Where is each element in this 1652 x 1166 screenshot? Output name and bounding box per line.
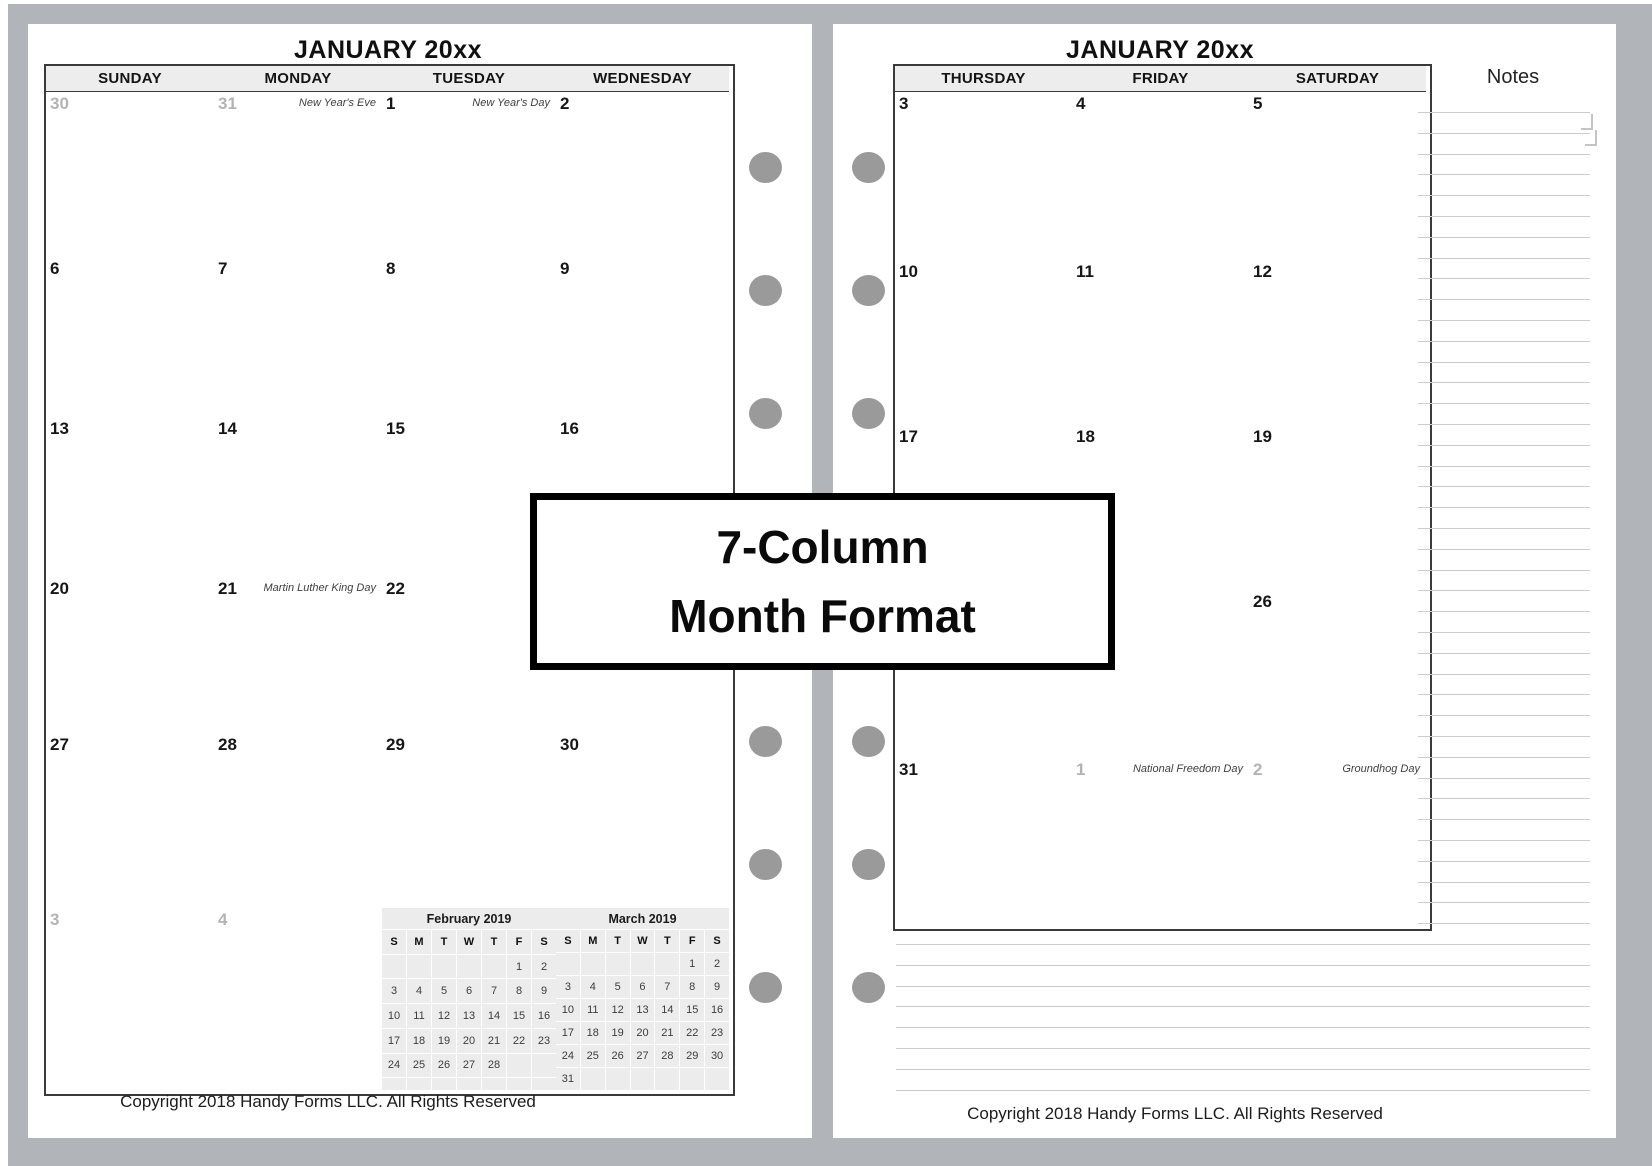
mini-day-cell [482, 955, 506, 979]
notes-ruled-line [1418, 445, 1590, 446]
mini-day-cell: 18 [407, 1029, 431, 1053]
notes-ruled-line [1418, 590, 1590, 591]
day-number: 11 [1076, 262, 1094, 281]
notes-ruled-line [896, 1006, 1590, 1007]
mini-day-cell: 25 [407, 1054, 431, 1078]
mini-day-header: T [432, 930, 456, 954]
mini-day-cell: 6 [457, 979, 481, 1003]
mini-day-cell: 13 [457, 1004, 481, 1028]
day-cell [214, 92, 383, 258]
day-number: 14 [218, 419, 237, 438]
notes-ruled-line [1418, 299, 1590, 300]
mini-day-cell [532, 1054, 556, 1078]
mini-day-header: S [556, 930, 580, 952]
notes-label: Notes [1486, 66, 1540, 88]
mini-day-header: T [482, 930, 506, 954]
mini-day-cell: 29 [680, 1045, 704, 1067]
mini-day-cell [432, 1078, 456, 1090]
notes-ruled-line [1418, 549, 1590, 550]
day-header-cell: THURSDAY [895, 66, 1073, 93]
right-page-hole [852, 849, 885, 880]
day-cell [382, 733, 557, 909]
mini-day-header: S [532, 930, 556, 954]
mini-day-cell: 19 [432, 1029, 456, 1053]
mini-day-cell: 4 [407, 979, 431, 1003]
notes-ruled-line [896, 1090, 1590, 1091]
mini-calendar-title: March 2019 [556, 908, 729, 929]
mini-calendar-grid [556, 930, 729, 1090]
mini-day-cell: 23 [532, 1029, 556, 1053]
mini-day-cell [407, 955, 431, 979]
right-page-hole [852, 398, 885, 429]
mini-day-header: F [507, 930, 531, 954]
notes-ruled-line [1418, 154, 1590, 155]
mini-day-cell: 1 [507, 955, 531, 979]
notes-ruled-line [896, 1048, 1590, 1049]
mini-day-cell: 2 [705, 953, 729, 975]
day-number: 31 [899, 760, 918, 779]
day-cell [895, 92, 1073, 261]
mini-day-header: M [581, 930, 605, 952]
notes-ruled-line [896, 1069, 1590, 1070]
notes-ruled-line [896, 986, 1590, 987]
notes-ruled-line [1418, 694, 1590, 695]
mini-day-cell [581, 1068, 605, 1090]
left-page-title: JANUARY 20xx [293, 36, 483, 64]
mini-day-cell: 26 [606, 1045, 630, 1067]
day-number: 3 [899, 94, 909, 113]
day-cell [1249, 92, 1426, 261]
notes-ruled-line [1418, 611, 1590, 612]
notes-ruled-line [1418, 320, 1590, 321]
mini-day-cell: 6 [631, 976, 655, 998]
notes-ruled-line [1418, 528, 1590, 529]
notes-ruled-line [1418, 112, 1590, 113]
notes-ruled-line [1418, 715, 1590, 716]
right-page-hole [852, 275, 885, 306]
mini-day-cell: 17 [382, 1029, 406, 1053]
mini-day-cell [631, 1068, 655, 1090]
mini-day-cell: 2 [532, 955, 556, 979]
day-number: 26 [1253, 592, 1272, 611]
mini-day-cell [382, 955, 406, 979]
mini-day-cell: 22 [680, 1022, 704, 1044]
notes-ruled-line [1418, 486, 1590, 487]
holiday-label: New Year's Day [472, 97, 550, 109]
notes-ruled-line [1418, 174, 1590, 175]
day-header-cell: SUNDAY [46, 66, 215, 93]
day-cell [46, 417, 215, 578]
day-number: 17 [899, 427, 918, 446]
day-cell [382, 908, 557, 1090]
day-cell [46, 577, 215, 734]
day-header-cell: WEDNESDAY [556, 66, 729, 93]
day-number: 2 [560, 94, 570, 113]
mini-day-header: F [680, 930, 704, 952]
mini-calendar [556, 908, 729, 1090]
left-page-hole [749, 152, 782, 183]
mini-day-cell: 7 [655, 976, 679, 998]
day-cell [556, 257, 729, 418]
notes-ruled-line [1418, 674, 1590, 675]
mini-day-cell: 27 [631, 1045, 655, 1067]
day-number: 18 [1076, 427, 1095, 446]
notes-ruled-line [1418, 653, 1590, 654]
mini-day-cell: 15 [507, 1004, 531, 1028]
mini-day-cell [606, 953, 630, 975]
day-number: 28 [218, 735, 237, 754]
notes-ruled-line [1418, 258, 1590, 259]
mini-day-cell [631, 953, 655, 975]
day-cell [556, 908, 729, 1090]
mini-day-cell: 14 [482, 1004, 506, 1028]
day-number: 5 [1253, 94, 1263, 113]
holiday-label: National Freedom Day [1132, 763, 1243, 775]
mini-day-cell [507, 1054, 531, 1078]
overlay-line-1: 7-Column [716, 520, 929, 573]
mini-day-cell [507, 1078, 531, 1090]
day-header-cell: MONDAY [214, 66, 383, 93]
notes-ruled-line [1418, 923, 1590, 924]
notes-ruled-line [1418, 195, 1590, 196]
mini-day-cell [432, 955, 456, 979]
day-number: 30 [50, 94, 69, 113]
mini-day-cell: 17 [556, 1022, 580, 1044]
notes-ruled-line [1418, 902, 1590, 903]
mini-day-cell: 9 [532, 979, 556, 1003]
day-cell [895, 260, 1073, 426]
day-number: 22 [386, 579, 405, 598]
mini-day-cell: 8 [507, 979, 531, 1003]
day-cell [46, 908, 215, 1090]
day-number: 10 [899, 262, 918, 281]
left-page-hole [749, 275, 782, 306]
day-number: 27 [50, 735, 69, 754]
mini-day-cell: 18 [581, 1022, 605, 1044]
left-page-hole [749, 849, 782, 880]
right-page-hole [852, 726, 885, 757]
notes-ruled-line [1418, 507, 1590, 508]
day-header-cell: TUESDAY [382, 66, 557, 93]
mini-day-cell: 7 [482, 979, 506, 1003]
day-cell [214, 733, 383, 909]
mini-day-cell [407, 1078, 431, 1090]
notes-ruled-line [1418, 403, 1590, 404]
mini-day-cell [532, 1078, 556, 1090]
day-cell [46, 257, 215, 418]
mini-day-cell: 8 [680, 976, 704, 998]
mini-day-cell: 10 [556, 999, 580, 1021]
right-page-hole [852, 972, 885, 1003]
mini-calendar-title: February 2019 [382, 908, 556, 929]
mini-day-header: W [631, 930, 655, 952]
mini-day-cell: 28 [655, 1045, 679, 1067]
mini-day-cell [655, 953, 679, 975]
day-cell [1249, 425, 1426, 591]
mini-day-cell [382, 1078, 406, 1090]
notes-ruled-line [896, 965, 1590, 966]
mini-day-cell: 22 [507, 1029, 531, 1053]
day-number: 7 [218, 259, 228, 278]
mini-day-cell [457, 1078, 481, 1090]
mini-day-cell [457, 955, 481, 979]
mini-day-cell: 30 [705, 1045, 729, 1067]
overlay-line-2: Month Format [669, 589, 976, 642]
mini-day-cell [655, 1068, 679, 1090]
day-cell [556, 92, 729, 258]
day-number: 15 [386, 419, 405, 438]
mini-day-header: S [382, 930, 406, 954]
notes-ruled-line [1418, 466, 1590, 467]
mini-day-cell: 23 [705, 1022, 729, 1044]
mini-day-cell: 19 [606, 1022, 630, 1044]
left-page-hole [749, 972, 782, 1003]
mini-day-cell: 12 [432, 1004, 456, 1028]
day-number: 21 [218, 579, 237, 598]
mini-calendar [382, 908, 556, 1090]
day-number: 31 [218, 94, 237, 113]
holiday-label: Martin Luther King Day [263, 582, 376, 594]
notes-ruled-line [896, 944, 1590, 945]
mini-day-cell: 9 [705, 976, 729, 998]
day-cell [1072, 260, 1250, 426]
day-number: 16 [560, 419, 579, 438]
notes-ruled-line [896, 1027, 1590, 1028]
day-number: 8 [386, 259, 396, 278]
right-page-title: JANUARY 20xx [1065, 36, 1255, 64]
holiday-label: New Year's Eve [298, 97, 376, 109]
notes-ruled-line [1418, 882, 1590, 883]
mini-day-cell: 10 [382, 1004, 406, 1028]
mini-day-header: S [705, 930, 729, 952]
notes-ruled-line [1418, 632, 1590, 633]
mini-day-header: M [407, 930, 431, 954]
mini-day-cell: 1 [680, 953, 704, 975]
mini-day-cell: 11 [581, 999, 605, 1021]
mini-day-header: T [606, 930, 630, 952]
mini-calendar-grid [382, 930, 556, 1090]
mini-day-cell: 4 [581, 976, 605, 998]
mini-day-cell: 11 [407, 1004, 431, 1028]
day-cell [214, 577, 383, 734]
right-copyright: Copyright 2018 Handy Forms LLC. All Rights Reserved [967, 1104, 1383, 1123]
day-number: 19 [1253, 427, 1272, 446]
day-cell [382, 92, 557, 258]
notes-ruled-line [1418, 840, 1590, 841]
notes-ruled-line [1418, 133, 1590, 134]
notes-ruled-line [1418, 778, 1590, 779]
day-cell [1072, 758, 1250, 925]
day-cell [1072, 92, 1250, 261]
day-header-cell: SATURDAY [1249, 66, 1426, 93]
notes-ruled-line [1418, 819, 1590, 820]
notes-ruled-line [1418, 382, 1590, 383]
mini-day-cell [581, 953, 605, 975]
notes-ruled-line [1418, 757, 1590, 758]
right-page-hole [852, 152, 885, 183]
day-number: 3 [50, 910, 60, 929]
mini-day-cell: 25 [581, 1045, 605, 1067]
day-cell [214, 257, 383, 418]
mini-day-cell: 5 [606, 976, 630, 998]
day-cell [382, 257, 557, 418]
notes-ruled-line [1418, 424, 1590, 425]
day-cell [214, 908, 383, 1090]
mini-day-cell: 15 [680, 999, 704, 1021]
mini-day-cell: 24 [556, 1045, 580, 1067]
mini-day-cell: 16 [705, 999, 729, 1021]
left-page-hole [749, 726, 782, 757]
mini-day-cell: 24 [382, 1054, 406, 1078]
mini-day-cell [482, 1078, 506, 1090]
left-copyright: Copyright 2018 Handy Forms LLC. All Rights Reserved [120, 1092, 536, 1111]
day-cell [46, 92, 215, 258]
mini-day-cell [680, 1068, 704, 1090]
day-number: 13 [50, 419, 69, 438]
day-cell [895, 758, 1073, 925]
holiday-label: Groundhog Day [1342, 763, 1420, 775]
mini-day-cell [606, 1068, 630, 1090]
mini-day-cell: 13 [631, 999, 655, 1021]
overlay-box [530, 493, 1115, 670]
day-number: 6 [50, 259, 60, 278]
mini-day-cell: 27 [457, 1054, 481, 1078]
day-number: 4 [1076, 94, 1086, 113]
notes-ruled-line [1418, 736, 1590, 737]
mini-day-cell: 28 [482, 1054, 506, 1078]
notes-ruled-line [1418, 570, 1590, 571]
mini-day-cell: 3 [556, 976, 580, 998]
mini-day-cell: 5 [432, 979, 456, 1003]
day-cell [1249, 758, 1426, 925]
mini-day-cell: 12 [606, 999, 630, 1021]
day-number: 29 [386, 735, 405, 754]
notes-ruled-line [1418, 341, 1590, 342]
day-number: 20 [50, 579, 69, 598]
mini-day-cell: 14 [655, 999, 679, 1021]
day-number: 12 [1253, 262, 1272, 281]
day-header-cell: FRIDAY [1072, 66, 1250, 93]
day-cell [214, 417, 383, 578]
day-number: 1 [386, 94, 396, 113]
mini-day-header: W [457, 930, 481, 954]
day-cell [46, 733, 215, 909]
notes-ruled-line [1418, 278, 1590, 279]
day-number: 1 [1076, 760, 1086, 779]
mini-day-cell: 16 [532, 1004, 556, 1028]
page-curl-mark [1581, 114, 1593, 130]
day-cell [556, 733, 729, 909]
day-number: 30 [560, 735, 579, 754]
mini-day-cell: 21 [655, 1022, 679, 1044]
day-number: 9 [560, 259, 570, 278]
day-cell [1249, 260, 1426, 426]
mini-day-cell: 20 [457, 1029, 481, 1053]
day-number: 4 [218, 910, 228, 929]
day-number: 2 [1253, 760, 1263, 779]
left-page-hole [749, 398, 782, 429]
mini-day-cell: 31 [556, 1068, 580, 1090]
mini-day-cell: 20 [631, 1022, 655, 1044]
notes-ruled-line [1418, 798, 1590, 799]
notes-ruled-line [1418, 216, 1590, 217]
mini-day-cell: 21 [482, 1029, 506, 1053]
mini-day-cell [705, 1068, 729, 1090]
mini-day-header: T [655, 930, 679, 952]
notes-ruled-line [1418, 237, 1590, 238]
mini-day-cell: 3 [382, 979, 406, 1003]
day-cell [1249, 590, 1426, 759]
mini-day-cell: 26 [432, 1054, 456, 1078]
mini-day-cell [556, 953, 580, 975]
notes-ruled-line [1418, 861, 1590, 862]
notes-ruled-line [1418, 362, 1590, 363]
